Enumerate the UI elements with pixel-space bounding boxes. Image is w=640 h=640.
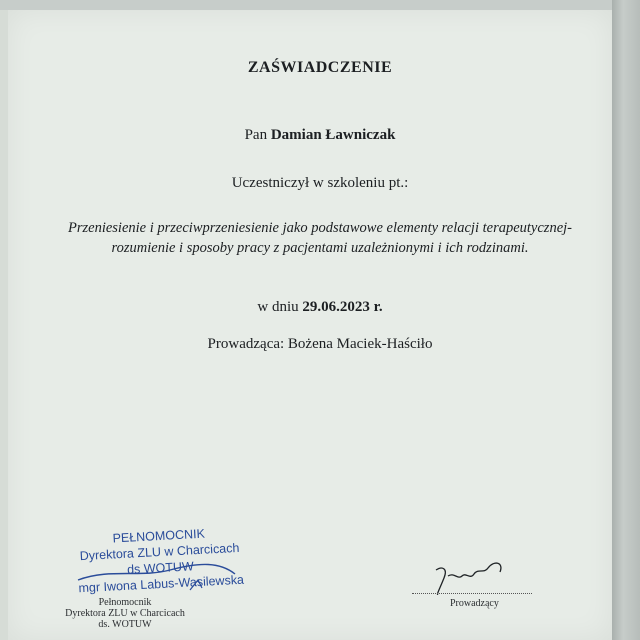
training-topic: [0, 218, 640, 258]
left-caption-line-1: Pełnomocnik: [98, 597, 152, 608]
stamp-line-3: ds WOTUW: [126, 559, 195, 577]
certificate-title: ZAŚWIADCZENIE: [247, 59, 393, 76]
date-prefix: w dniu: [257, 299, 299, 315]
photo-right-edge: [612, 0, 640, 640]
recipient-prefix: Pan: [244, 127, 268, 143]
stamp-line-2: Dyrektora ZLU w Charcicach: [79, 540, 240, 564]
topic-line-1: Przeniesienie i przeciwprzeniesienie jako podstawowe elementy relacji terapeutycznej-: [67, 220, 572, 236]
attended-line: Uczestniczył w szkoleniu pt.:: [231, 175, 409, 191]
leader-line: Prowadząca: Bożena Maciek-Haściło: [207, 336, 433, 352]
topic-line-2: rozumienie i sposoby pracy z pacjentami uzależnionymi i ich rodzinami.: [111, 240, 529, 256]
left-caption-line-3: ds. WOTUW: [98, 619, 152, 630]
stamp-line-1: PEŁNOMOCNIK: [112, 526, 206, 546]
right-signature-caption: Prowadzący: [450, 598, 499, 609]
right-signature: [428, 556, 518, 601]
stamp-line-4: mgr Iwona Labus-Wasilewska: [78, 572, 245, 596]
left-signature: [70, 540, 240, 600]
photo-top-edge: [0, 0, 640, 10]
date-value: 29.06.2023 r.: [302, 299, 383, 315]
left-caption-line-2: Dyrektora ZLU w Charcicach: [65, 608, 185, 619]
right-signature-line: [412, 593, 532, 594]
date-line: [0, 299, 640, 316]
recipient-name: Damian Ławniczak: [270, 127, 396, 143]
left-signature-caption: [60, 597, 190, 630]
recipient-line: [0, 127, 640, 144]
